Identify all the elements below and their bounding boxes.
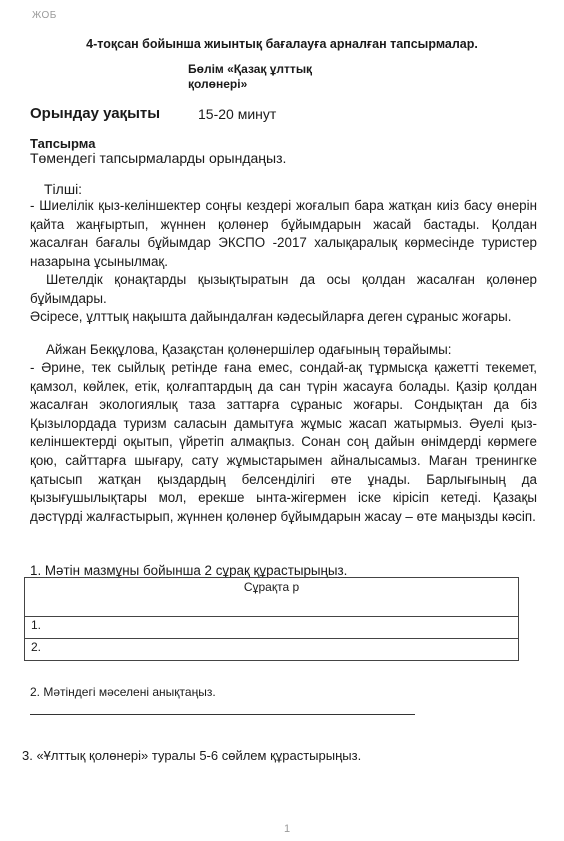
answer-row-1[interactable] [25, 617, 519, 639]
task-label: Тапсырма [30, 136, 96, 151]
row-number: 2. [31, 640, 42, 654]
time-label: Орындау уақыты [30, 105, 161, 122]
passage-paragraph-1: - Шиелілік қыз-келіншектер соңғы кездері жоғалып бара жатқан киіз басу өнерін қайта жаңғыртып, жүннен қолөнер бұйымдарын жасай бастады. Қолдан жасалған бағалы бұйымдар ЭКСПО -2017 халықаралық көрмесінде туристер назарына ұсынылмақ. [30, 198, 537, 269]
row-number: 1. [31, 618, 42, 632]
questions-table [24, 577, 519, 661]
passage-paragraph-4: Айжан Бекқұлова, Қазақстан қолөнершілер одағының төрайымы: [46, 342, 452, 357]
passage-heading: Тілші: [44, 181, 83, 197]
passage-paragraph-2: Шетелдік қонақтарды қызықтыратын да осы қолдан жасалған қолөнер бұйымдары. [30, 272, 537, 306]
answer-line[interactable] [30, 714, 415, 715]
table-header: Сұрақта р [243, 580, 300, 594]
passage-paragraph-3: Әсіресе, ұлттық нақышта дайындалған кәдесыйларға деген сұраныс жоғары. [30, 309, 512, 324]
passage-paragraph-5: - Әрине, тек сыйлық ретінде ғана емес, сондай-ақ тұрмысқа қажетті текемет, қамзол, көйлек, етік, қолғаптардың да сан түрін жасауға болады. Қазір қолдан жасалған экологиялық таза заттарға сұраныс жоғары. Сондықтан да біз Қызылордада туризм саласын дамытуға жұмыс жасап жатырмыз. Әуелі қыз-келіншектерді оқытып, үйретіп алмақпыз. Сонан соң дайын өнімдерді көрмеге қою, сайттарға шығару, сату жұмыстарымен айналысамыз. Маған тренингке қатысып жатқан қыздардың белсенділігі өте ұнады. Барлығының да қызығушылықтары мол, ерекше ынта-жігермен іске кірісіп кетеді. Қазақы дәстүрді жалғастырып, жүннен қолөнер бұйымдарын жасау – өте маңызды кәсіп. [30, 360, 537, 524]
question-1: 1. Мәтін мазмұны бойынша 2 сұрақ құрастырыңыз. [30, 563, 348, 578]
time-value: 15-20 минут [198, 106, 277, 122]
page-number: 1 [284, 823, 291, 835]
section-title: Бөлім «Қазақ ұлттық қолөнері» [188, 62, 313, 91]
page-title: 4-тоқсан бойынша жиынтық бағалауға арналған тапсырмалар. [86, 37, 478, 51]
answer-row-2[interactable] [25, 639, 519, 661]
corner-label: ЖОБ [32, 10, 57, 21]
task-instruction: Төмендегі тапсырмаларды орындаңыз. [30, 150, 287, 166]
table-header-cell [25, 578, 519, 617]
question-3: 3. «Ұлттық қолөнері» туралы 5-6 сөйлем құрастырыңыз. [22, 748, 362, 763]
question-2: 2. Мәтіндегі мәселені анықтаңыз. [30, 685, 216, 699]
